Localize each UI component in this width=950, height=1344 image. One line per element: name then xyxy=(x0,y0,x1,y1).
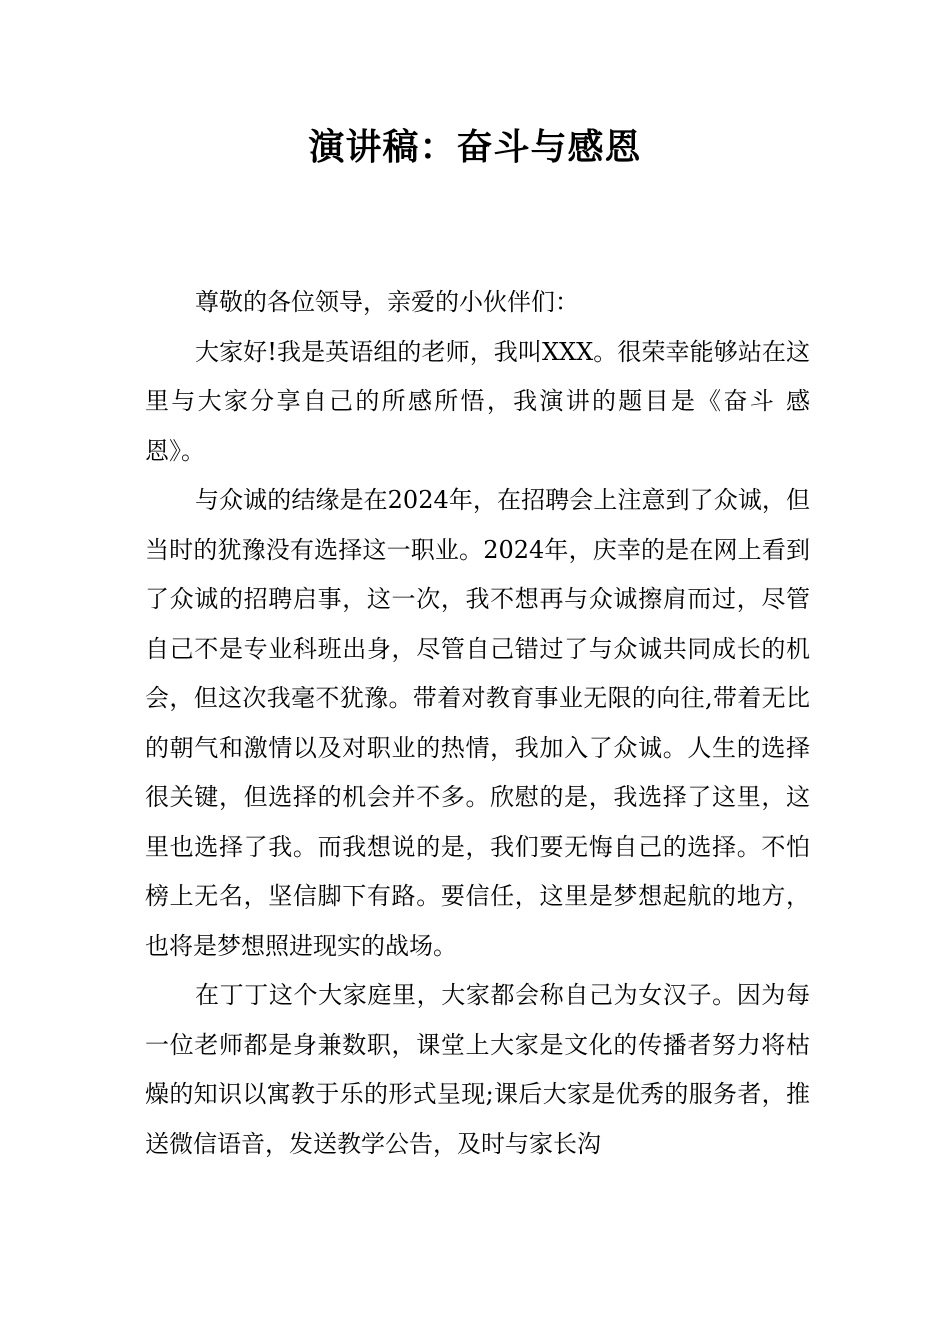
document-title: 演讲稿：奋斗与感恩 xyxy=(308,127,642,168)
story-paragraph: 与众诚的结缘是在2024年，在招聘会上注意到了众诚，但当时的犹豫没有选择这一职业。2024年，庆幸的是在网上看到了众诚的招聘启事，这一次，我不想再与众诚擦肩而过，尽管自己不是专业科班出身，尽管自己错过了与众诚共同成长的机会，但这次我毫不犹豫。带着对教育事业无限的向往,带着无比的朝气和激情以及对职业的热情，我加入了众诚。人生的选择很关键，但选择的机会并不多。欣慰的是，我选择了这里，这里也选择了我。而我想说的是，我们要无悔自己的选择。不怕榜上无名，坚信脚下有路。要信任，这里是梦想起航的地方，也将是梦想照进现实的战场。 xyxy=(145,486,810,960)
family-paragraph: 在丁丁这个大家庭里，大家都会称自己为女汉子。因为每一位老师都是身兼数职，课堂上大家是文化的传播者努力将枯燥的知识以寓教于乐的形式呈现;课后大家是优秀的服务者，推送微信语音，发送教学公告，及时与家长沟 xyxy=(145,981,810,1158)
intro-paragraph: 大家好!我是英语组的老师，我叫XXX。很荣幸能够站在这里与大家分享自己的所感所悟，我演讲的题目是《奋斗 感恩》。 xyxy=(145,337,810,465)
greeting-paragraph: 尊敬的各位领导，亲爱的小伙伴们： xyxy=(195,288,579,316)
document-body xyxy=(145,278,810,1169)
